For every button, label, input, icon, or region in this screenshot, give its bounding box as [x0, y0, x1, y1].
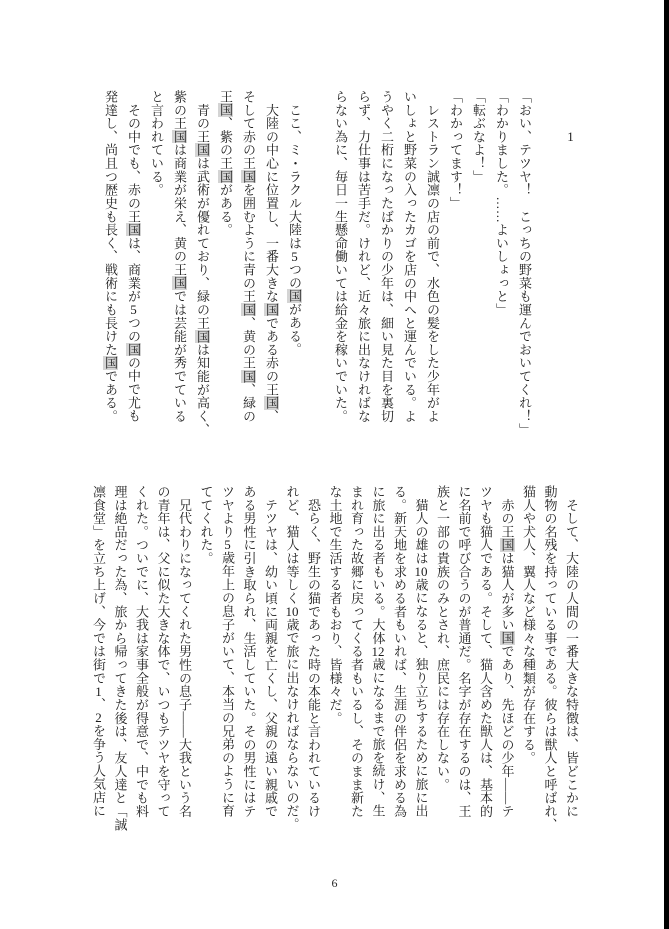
text-line: に名前で呼び合うのが普通だ。名字が存在するのは、王	[456, 485, 472, 818]
text-line: 猫人や犬人、翼人など様々な種類が存在する。	[521, 485, 536, 765]
text-line: 理は絶品だった為、旅から帰ってきた後は、友人達と「誠	[112, 485, 128, 832]
text-line: 族と一部の貴族のみとされ、庶民には存在しない。	[435, 485, 450, 792]
text-line: そして赤の王国を囲むように青の王国、黄の王国、緑の	[241, 90, 256, 423]
text-line: いしょと野菜の入ったカゴを店の中へと運んでいる。よ	[402, 90, 417, 423]
text-line: ツヤも猫人である。そして、猫人含めた獣人は、基本的	[478, 485, 493, 818]
text-line: に旅に出る者もいる。大体12歳になるまで旅を続け、生	[370, 485, 386, 818]
text-line: 「わかりました。……よいしょっと」	[494, 90, 509, 317]
text-line: くれた。ついでに、大我は家事全般が得意で、中でも料	[134, 485, 149, 818]
page-number: 6	[331, 876, 338, 890]
text-line: 王国、紫の王国がある。	[218, 90, 233, 237]
text-line: らず、力仕事は苦手だ。けれど、近々旅に出なければな	[356, 90, 371, 423]
text-line: 紫の王国は商業が栄え、黄の王国では芸能が秀でている	[172, 90, 187, 423]
text-line: 赤の王国は猫人が多い国であり、先ほどの少年――テ	[499, 498, 515, 818]
text-line: 動物の名残を持っている事である。彼らは獣人と呼ばれ、	[542, 485, 558, 832]
text-line: 「おい、テツヤ！ こっちの野菜も運んでおいてくれ！」	[517, 90, 532, 437]
text-line: その中でも、赤の王国は、商業が5つの国の中で尤も	[126, 103, 141, 423]
text-line: まれ育った故郷に戻ってくる者もいるし、そのまま新た	[349, 485, 364, 818]
text-line: 猫人の雄は10歳になると、独り立ちするために旅に出	[413, 498, 429, 818]
text-line	[306, 90, 329, 446]
text-line: ある男性に引き取られ、生活していた。その男性にはテ	[241, 485, 257, 818]
text-line: な土地で生活する者もおり、皆様々だ。	[327, 485, 343, 725]
text-line: テツヤは、幼い頃に両親を亡くし、父親の遠い親戚で	[263, 498, 278, 818]
text-line: 青の王国は武術が優れており、緑の王国は知能が高く、	[195, 103, 210, 437]
text-line: レストラン誠凛の店の前で、水色の髪をした少年がよ	[425, 103, 440, 423]
text-line: らない為に、毎日一生懸命働いては給金を稼いでいた。	[333, 90, 348, 423]
text-line: の青年は、父に似た大きな体で、いつもテツヤを守って	[155, 485, 171, 818]
text-line: ツヤより5歳年上の息子がいて、本当の兄弟のように育	[220, 485, 235, 818]
bottom-text-block	[88, 485, 583, 841]
text-line: 1	[567, 129, 574, 143]
text-line: 発達し、尚且つ歴史も長く、戦術にも長けた国である。	[103, 90, 118, 423]
text-line: うやく二桁になったばかりの少年は、細い見た目を裏切	[379, 90, 394, 423]
text-line	[536, 90, 559, 446]
window-right-edge	[664, 0, 669, 929]
text-line: れど、猫人は等しく10歳で旅に出なければならないのだ。	[284, 485, 300, 831]
text-line: そして、大陸の人間の一番大きな特徴は、皆どこかに	[564, 498, 579, 818]
text-line: と言われている。	[149, 90, 164, 197]
text-line: 「転ぶなよ！」	[471, 90, 486, 184]
text-line: 恐らく、野生の猫であった時の本能と言われているけ	[306, 498, 321, 818]
text-line: ここ、ミ・ラクル大陸は5つの国がある。	[287, 103, 302, 356]
text-line: 兄代わりになってくれた男性の息子――大我という名	[177, 498, 192, 818]
text-line: 凛食堂」を立ち上げ、今では街で1、2を争う人気店に	[91, 485, 106, 818]
top-text-block	[99, 90, 582, 446]
text-line: 「わかってます！」	[448, 90, 463, 210]
text-line: 大陸の中心に位置し、一番大きな国である赤の王国、	[264, 103, 279, 423]
text-line: ててくれた。	[198, 485, 214, 565]
text-line: る。新天地を求める者もいれば、生涯の伴侶を求める為	[392, 485, 407, 818]
